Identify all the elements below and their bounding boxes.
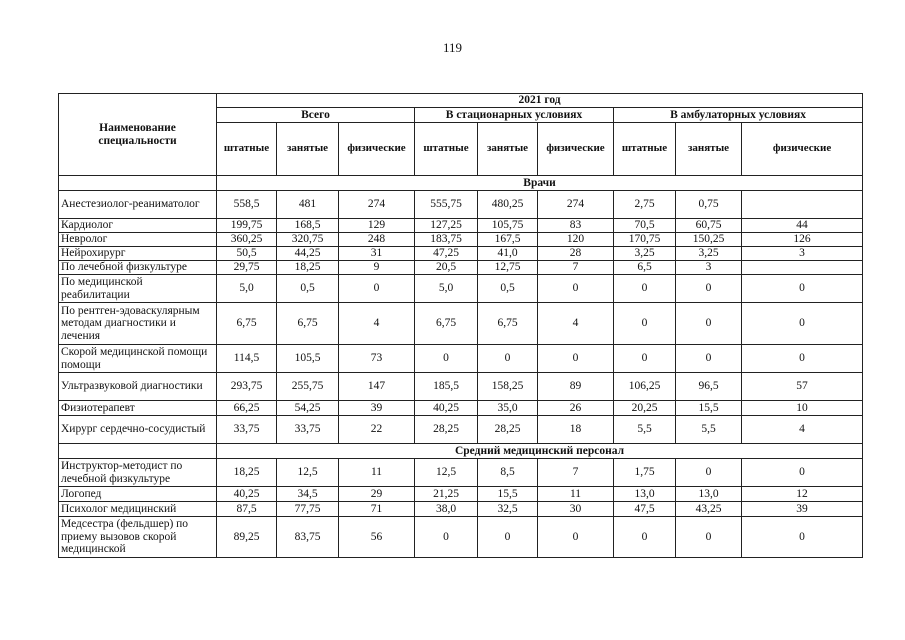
value-cell: 4	[742, 416, 863, 444]
specialty-name: Скорой медицинской помощи помощи	[59, 345, 217, 373]
subheader-cell: занятые	[676, 123, 742, 176]
subheader-cell: штатные	[614, 123, 676, 176]
value-cell: 0	[742, 275, 863, 303]
value-cell: 0	[538, 345, 614, 373]
section-row	[59, 176, 863, 191]
value-cell: 120	[538, 233, 614, 247]
name-column-header: Наименование специальности	[59, 94, 217, 176]
value-cell: 0	[614, 303, 676, 345]
value-cell: 60,75	[676, 219, 742, 233]
value-cell: 480,25	[478, 191, 538, 219]
value-cell: 18	[538, 416, 614, 444]
value-cell: 12,5	[277, 459, 339, 487]
value-cell: 40,25	[415, 401, 478, 416]
table-row	[59, 345, 863, 373]
value-cell: 20,25	[614, 401, 676, 416]
value-cell: 168,5	[277, 219, 339, 233]
value-cell: 0,5	[277, 275, 339, 303]
value-cell: 185,5	[415, 373, 478, 401]
value-cell: 0	[614, 345, 676, 373]
value-cell: 10	[742, 401, 863, 416]
value-cell: 0	[478, 345, 538, 373]
value-cell: 39	[742, 502, 863, 517]
subheader-cell: занятые	[277, 123, 339, 176]
value-cell: 0	[742, 345, 863, 373]
value-cell: 6,75	[217, 303, 277, 345]
value-cell: 0	[742, 517, 863, 558]
value-cell: 21,25	[415, 487, 478, 502]
table-row	[59, 373, 863, 401]
value-cell: 481	[277, 191, 339, 219]
value-cell: 44	[742, 219, 863, 233]
value-cell: 4	[538, 303, 614, 345]
value-cell: 71	[339, 502, 415, 517]
value-cell: 255,75	[277, 373, 339, 401]
value-cell: 26	[538, 401, 614, 416]
value-cell: 22	[339, 416, 415, 444]
value-cell: 11	[538, 487, 614, 502]
value-cell: 89,25	[217, 517, 277, 558]
table-header	[59, 94, 863, 176]
value-cell: 0	[614, 275, 676, 303]
specialty-name: Ультразвуковой диагностики	[59, 373, 217, 401]
value-cell: 96,5	[676, 373, 742, 401]
value-cell: 147	[339, 373, 415, 401]
value-cell: 73	[339, 345, 415, 373]
value-cell: 31	[339, 247, 415, 261]
value-cell: 87,5	[217, 502, 277, 517]
value-cell: 126	[742, 233, 863, 247]
table-row	[59, 233, 863, 247]
value-cell: 3,25	[676, 247, 742, 261]
value-cell: 28,25	[415, 416, 478, 444]
value-cell: 7	[538, 261, 614, 275]
table-row	[59, 459, 863, 487]
subheader-cell: штатные	[415, 123, 478, 176]
value-cell: 38,0	[415, 502, 478, 517]
value-cell: 0	[415, 517, 478, 558]
value-cell: 114,5	[217, 345, 277, 373]
year-header: 2021 год	[217, 94, 863, 108]
value-cell: 56	[339, 517, 415, 558]
value-cell: 558,5	[217, 191, 277, 219]
specialty-name: Психолог медицинский	[59, 502, 217, 517]
value-cell: 6,75	[415, 303, 478, 345]
value-cell: 5,0	[415, 275, 478, 303]
value-cell: 6,5	[614, 261, 676, 275]
value-cell: 12,5	[415, 459, 478, 487]
value-cell: 43,25	[676, 502, 742, 517]
specialty-name: Кардиолог	[59, 219, 217, 233]
specialty-name: По медицинской реабилитации	[59, 275, 217, 303]
value-cell: 3	[742, 247, 863, 261]
value-cell: 28	[538, 247, 614, 261]
value-cell: 105,75	[478, 219, 538, 233]
specialty-name: Хирург сердечно-сосудистый	[59, 416, 217, 444]
table-row	[59, 416, 863, 444]
staffing-table	[58, 93, 863, 558]
value-cell: 18,25	[217, 459, 277, 487]
value-cell: 34,5	[277, 487, 339, 502]
value-cell: 5,0	[217, 275, 277, 303]
specialty-name: По рентген-эдоваскулярным методам диагностики и лечения	[59, 303, 217, 345]
value-cell: 0	[339, 275, 415, 303]
value-cell: 13,0	[676, 487, 742, 502]
value-cell: 0	[676, 345, 742, 373]
value-cell: 54,25	[277, 401, 339, 416]
value-cell: 9	[339, 261, 415, 275]
value-cell: 1,75	[614, 459, 676, 487]
section-title: Врачи	[217, 176, 863, 191]
table-row	[59, 191, 863, 219]
value-cell: 50,5	[217, 247, 277, 261]
value-cell: 29,75	[217, 261, 277, 275]
table-row	[59, 247, 863, 261]
value-cell: 33,75	[277, 416, 339, 444]
value-cell: 35,0	[478, 401, 538, 416]
table-body	[59, 176, 863, 558]
value-cell: 8,5	[478, 459, 538, 487]
value-cell: 150,25	[676, 233, 742, 247]
table-row	[59, 401, 863, 416]
value-cell: 39	[339, 401, 415, 416]
value-cell: 13,0	[614, 487, 676, 502]
value-cell: 89	[538, 373, 614, 401]
table-row	[59, 261, 863, 275]
value-cell: 70,5	[614, 219, 676, 233]
value-cell: 158,25	[478, 373, 538, 401]
page-number: 119	[442, 40, 463, 55]
value-cell: 15,5	[478, 487, 538, 502]
specialty-name: По лечебной физкультуре	[59, 261, 217, 275]
value-cell: 0,5	[478, 275, 538, 303]
value-cell: 66,25	[217, 401, 277, 416]
specialty-name: Логопед	[59, 487, 217, 502]
value-cell: 2,75	[614, 191, 676, 219]
table-row	[59, 275, 863, 303]
group-header-total: Всего	[217, 108, 415, 123]
value-cell: 199,75	[217, 219, 277, 233]
value-cell: 129	[339, 219, 415, 233]
value-cell: 12	[742, 487, 863, 502]
value-cell: 40,25	[217, 487, 277, 502]
value-cell: 5,5	[614, 416, 676, 444]
value-cell: 248	[339, 233, 415, 247]
value-cell	[742, 261, 863, 275]
subheader-cell: физические	[339, 123, 415, 176]
value-cell: 6,75	[277, 303, 339, 345]
value-cell: 15,5	[676, 401, 742, 416]
section-row	[59, 444, 863, 459]
value-cell: 0	[415, 345, 478, 373]
value-cell: 0	[538, 517, 614, 558]
value-cell: 293,75	[217, 373, 277, 401]
specialty-name: Нейрохирург	[59, 247, 217, 261]
value-cell: 47,5	[614, 502, 676, 517]
value-cell: 106,25	[614, 373, 676, 401]
value-cell: 0	[742, 303, 863, 345]
subheader-cell: физические	[742, 123, 863, 176]
value-cell: 127,25	[415, 219, 478, 233]
value-cell: 12,75	[478, 261, 538, 275]
value-cell: 32,5	[478, 502, 538, 517]
value-cell: 0	[478, 517, 538, 558]
group-header-inpatient: В стационарных условиях	[415, 108, 614, 123]
value-cell: 11	[339, 459, 415, 487]
value-cell: 29	[339, 487, 415, 502]
specialty-name: Медсестра (фельдшер) по приему вызовов скорой медицинской	[59, 517, 217, 558]
value-cell: 83	[538, 219, 614, 233]
value-cell: 77,75	[277, 502, 339, 517]
value-cell: 0,75	[676, 191, 742, 219]
value-cell: 18,25	[277, 261, 339, 275]
section-blank-cell	[59, 444, 217, 459]
value-cell: 7	[538, 459, 614, 487]
value-cell: 0	[676, 517, 742, 558]
table-row	[59, 517, 863, 558]
value-cell: 6,75	[478, 303, 538, 345]
value-cell: 274	[538, 191, 614, 219]
value-cell: 183,75	[415, 233, 478, 247]
section-title: Средний медицинский персонал	[217, 444, 863, 459]
section-blank-cell	[59, 176, 217, 191]
specialty-name: Невролог	[59, 233, 217, 247]
value-cell: 44,25	[277, 247, 339, 261]
value-cell: 57	[742, 373, 863, 401]
value-cell	[742, 191, 863, 219]
value-cell: 30	[538, 502, 614, 517]
value-cell: 4	[339, 303, 415, 345]
value-cell: 5,5	[676, 416, 742, 444]
value-cell: 0	[538, 275, 614, 303]
value-cell: 274	[339, 191, 415, 219]
value-cell: 28,25	[478, 416, 538, 444]
subheader-cell: физические	[538, 123, 614, 176]
value-cell: 83,75	[277, 517, 339, 558]
value-cell: 0	[676, 275, 742, 303]
table-row	[59, 303, 863, 345]
table-row	[59, 219, 863, 233]
value-cell: 170,75	[614, 233, 676, 247]
subheader-cell: штатные	[217, 123, 277, 176]
value-cell: 0	[614, 517, 676, 558]
value-cell: 47,25	[415, 247, 478, 261]
value-cell: 167,5	[478, 233, 538, 247]
table-row	[59, 487, 863, 502]
subheader-cell: занятые	[478, 123, 538, 176]
value-cell: 3	[676, 261, 742, 275]
specialty-name: Физиотерапевт	[59, 401, 217, 416]
value-cell: 360,25	[217, 233, 277, 247]
table-row	[59, 502, 863, 517]
value-cell: 0	[742, 459, 863, 487]
value-cell: 0	[676, 303, 742, 345]
value-cell: 41,0	[478, 247, 538, 261]
group-header-outpatient: В амбулаторных условиях	[614, 108, 863, 123]
value-cell: 3,25	[614, 247, 676, 261]
value-cell: 33,75	[217, 416, 277, 444]
specialty-name: Инструктор-методист по лечебной физкультуре	[59, 459, 217, 487]
value-cell: 20,5	[415, 261, 478, 275]
specialty-name: Анестезиолог-реаниматолог	[59, 191, 217, 219]
value-cell: 555,75	[415, 191, 478, 219]
value-cell: 320,75	[277, 233, 339, 247]
value-cell: 105,5	[277, 345, 339, 373]
value-cell: 0	[676, 459, 742, 487]
